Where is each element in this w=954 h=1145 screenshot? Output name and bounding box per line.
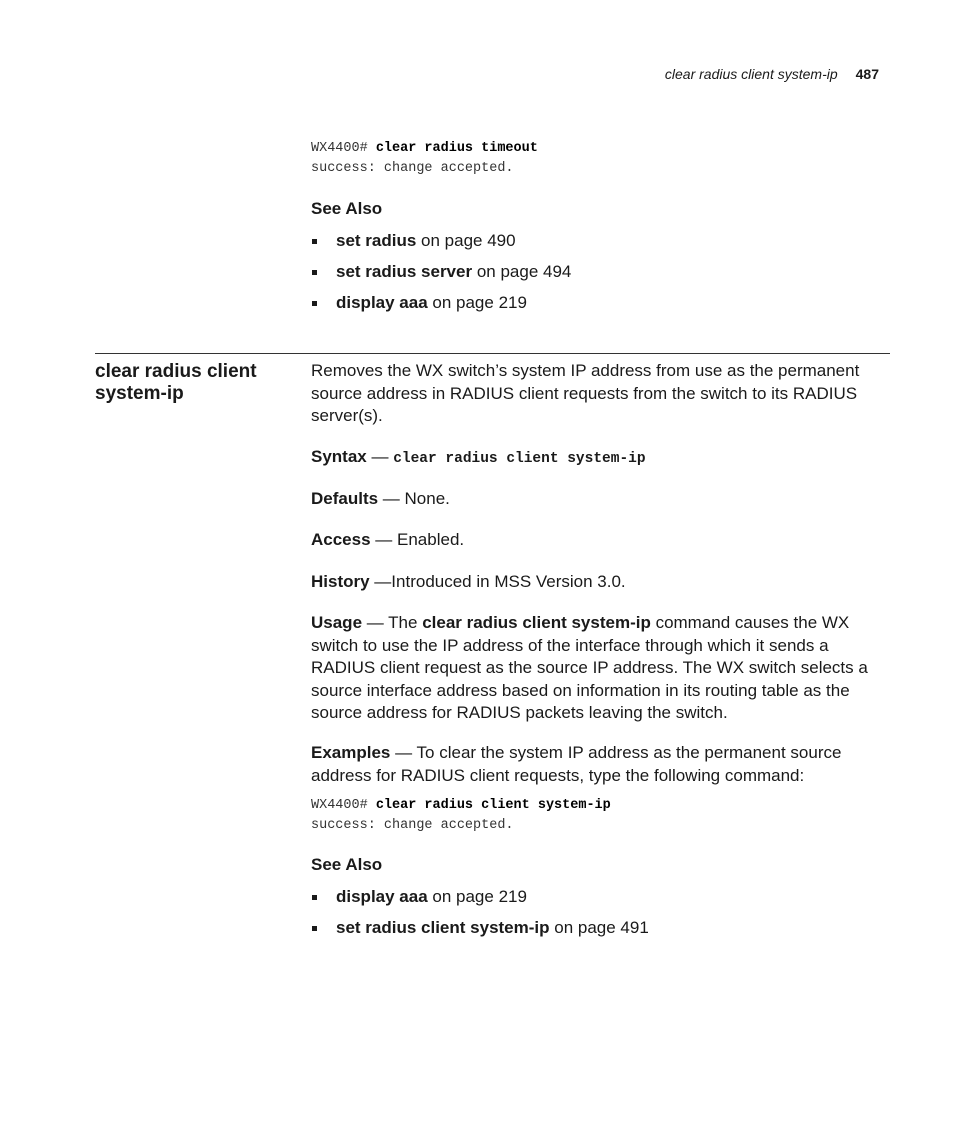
section-title: clear radius client system-ip [95, 361, 257, 404]
see-also-list [311, 230, 571, 323]
code-line: success: change accepted. [311, 161, 514, 176]
list-item[interactable]: set radius on page 490 [311, 230, 571, 261]
code-line: success: change accepted. [311, 818, 514, 833]
history-line: History —Introduced in MSS Version 3.0. [311, 572, 626, 591]
see-also-heading: See Also [311, 199, 383, 218]
page-number: 487 [855, 66, 879, 82]
syntax-code: clear radius client system-ip [393, 451, 646, 467]
running-header [665, 66, 879, 82]
list-item[interactable]: set radius server on page 494 [311, 261, 571, 292]
syntax-line: Syntax — clear radius client system-ip [311, 447, 646, 467]
code-example [311, 796, 611, 836]
bullet-icon [312, 301, 317, 306]
usage-paragraph: Usage — The clear radius client system-ip command causes the WX switch to use the IP address of the interface through which it sends a RADIUS client request as the source IP address. The WX switch selects a source interface address based on information in its routing table as the source address for RADIUS packets leaving the switch. [311, 613, 868, 722]
defaults-line: Defaults — None. [311, 489, 450, 508]
access-line: Access — Enabled. [311, 530, 465, 549]
bullet-icon [312, 270, 317, 275]
bullet-icon [312, 895, 317, 900]
running-header-title: clear radius client system-ip [664, 66, 838, 82]
code-line: WX4400# clear radius timeout [311, 141, 538, 156]
examples-paragraph: Examples — To clear the system IP address as the permanent source address for RADIUS client requests, type the following command: [311, 743, 842, 785]
list-item[interactable]: display aaa on page 219 [311, 886, 649, 917]
see-also-list [311, 886, 649, 948]
code-example-top [311, 139, 538, 179]
section-divider [95, 353, 890, 354]
section-description: Removes the WX switch’s system IP address from use as the permanent source address in RADIUS client requests from the switch to its RADIUS server(s). [311, 361, 860, 425]
see-also-heading: See Also [311, 855, 383, 874]
bullet-icon [312, 239, 317, 244]
list-item[interactable]: set radius client system-ip on page 491 [311, 917, 649, 948]
list-item[interactable]: display aaa on page 219 [311, 292, 571, 323]
code-line: WX4400# clear radius client system-ip [311, 798, 611, 813]
bullet-icon [312, 926, 317, 931]
